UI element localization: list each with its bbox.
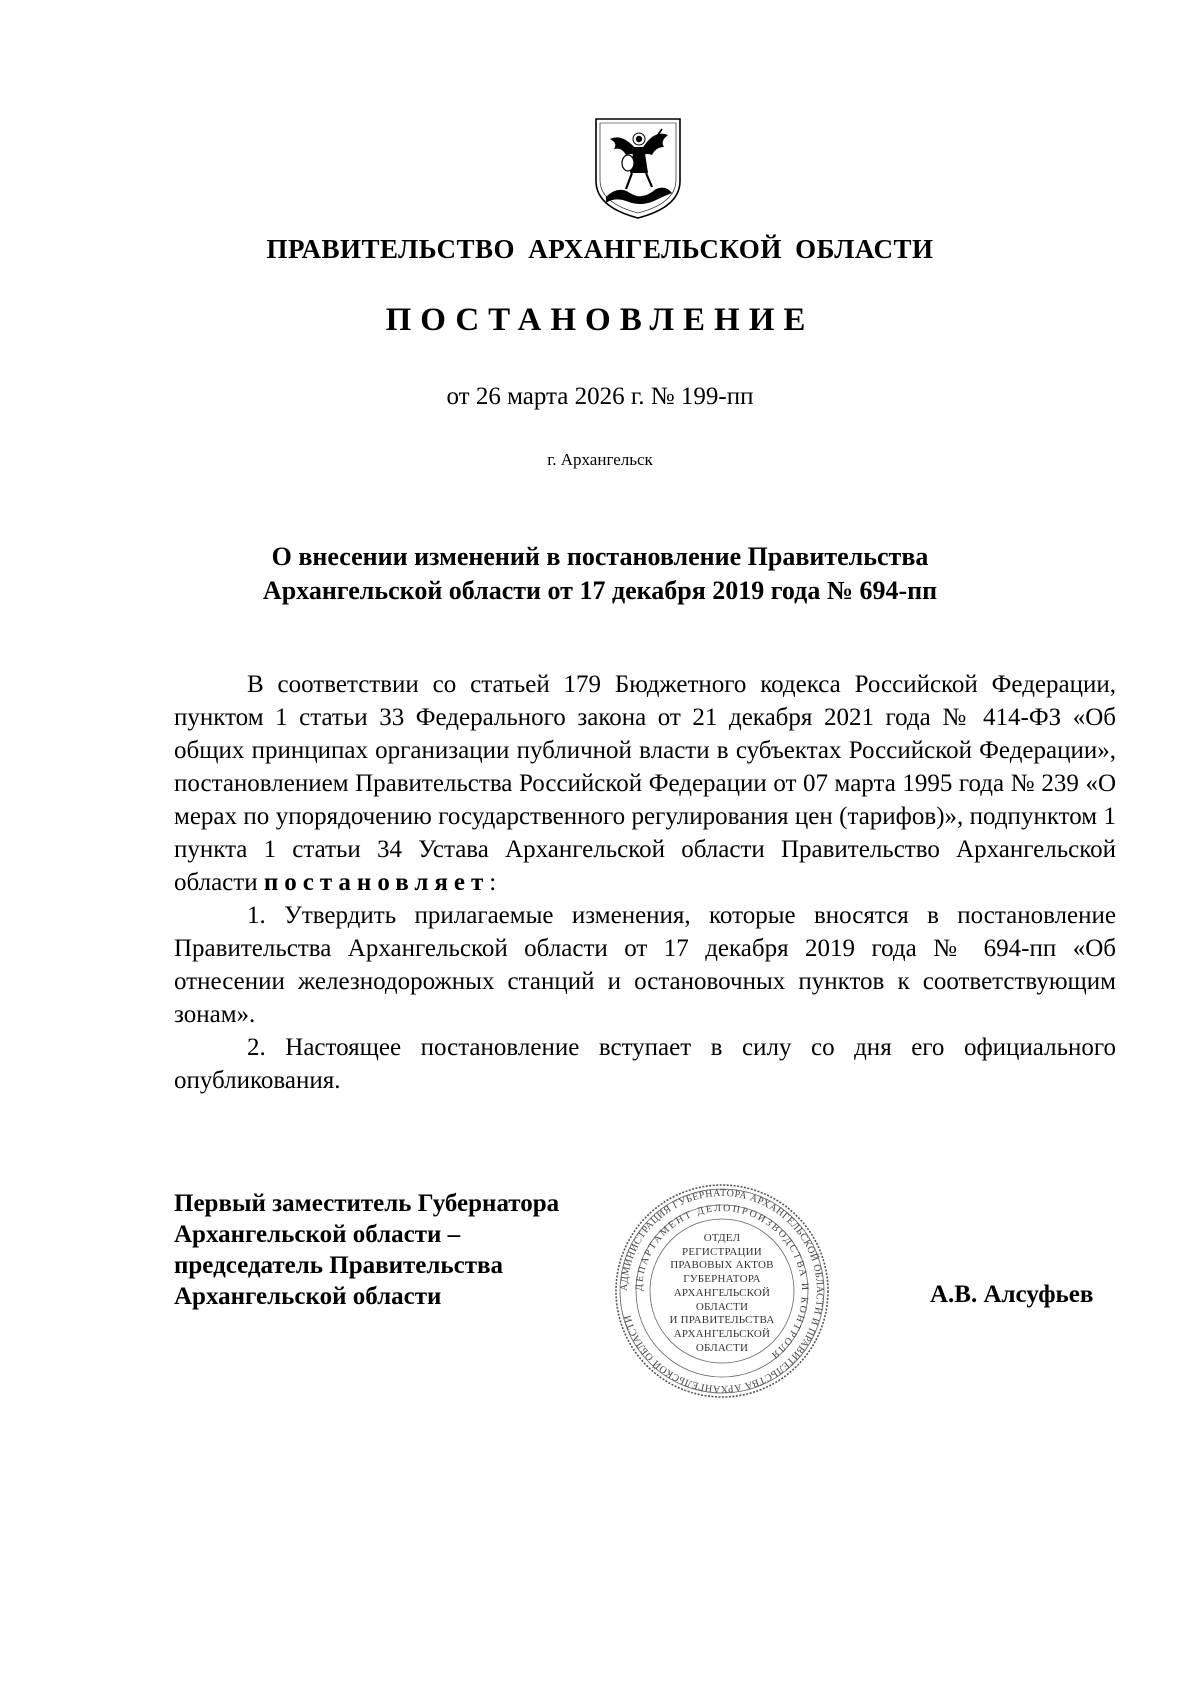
- signatory-name: А.В. Алсуфьев: [930, 1281, 1094, 1308]
- stamp-line: И ПРАВИТЕЛЬСТВА: [669, 1314, 775, 1327]
- stamp-line: РЕГИСТРАЦИИ: [682, 1245, 762, 1258]
- document-subject: [150, 540, 1050, 608]
- stamp-line: ОБЛАСТИ: [695, 1300, 749, 1313]
- document-type: ПОСТАНОВЛЕНИЕ: [385, 302, 815, 338]
- stamp-line: ОТДЕЛ: [703, 1232, 741, 1244]
- stamp-line: АРХАНГЕЛЬСКОЙ: [673, 1286, 771, 1299]
- stamp-line: ОБЛАСТИ: [695, 1341, 749, 1354]
- signatory-title-line: Архангельской области: [174, 1283, 442, 1310]
- organization-title: ПРАВИТЕЛЬСТВО АРХАНГЕЛЬСКОЙ ОБЛАСТИ: [266, 234, 934, 264]
- coat-of-arms-icon: [592, 115, 684, 221]
- stamp-line: АРХАНГЕЛЬСКОЙ: [673, 1327, 771, 1340]
- signatory-title-line: председатель Правительства: [174, 1252, 504, 1279]
- date-number: от 26 марта 2026 г. № 199-пп: [446, 383, 754, 410]
- stamp-line: ГУБЕРНАТОРА: [683, 1273, 761, 1286]
- subject-line-1: О внесении изменений в постановление Правительства: [271, 542, 929, 571]
- stamp-ring-inner: ДЕПАРТАМЕНТ ДЕЛОПРОИЗВОДСТВА И КОНТРОЛЯ: [633, 1202, 811, 1362]
- preamble-text: В соответствии со статьей 179 Бюджетного кодекса Российской Федерации, пунктом 1 статьи 33 Федерального закона от 21 декабря 2021 года № 414-ФЗ «Об общих принципах организации публичной власти в субъектах Российской Федерации», постановлением Правительства Российской Федерации от 07 марта 1995 года № 239 «О мерах по упорядочению государственного регулирования цен (тарифов)», подпунктом 1 пункта 1 статьи 34 Устава Архангельской области Правительство Архангельской области: [174, 671, 1116, 896]
- signatory-title: [174, 1188, 674, 1312]
- document-body: [174, 668, 1116, 1097]
- subject-line-2: Архангельской области от 17 декабря 2019 года № 694-пп: [262, 576, 938, 605]
- preamble-paragraph: [174, 668, 1116, 899]
- city: г. Архангельск: [547, 450, 653, 469]
- stamp-ring-outer: АДМИНИСТРАЦИЯ ГУБЕРНАТОРА АРХАНГЕЛЬСКОЙ ОБЛАСТИ И ПРАВИТЕЛЬСТВА АРХАНГЕЛЬСКОЙ ОБЛАСТИ: [618, 1187, 826, 1395]
- item-2: 2. Настоящее постановление вступает в силу со дня его официального опубликования.: [174, 1034, 1116, 1094]
- signatory-title-line: Первый заместитель Губернатора: [174, 1190, 560, 1217]
- stamp-line: ПРАВОВЫХ АКТОВ: [670, 1259, 774, 1272]
- decree-word: постановляет: [263, 869, 490, 896]
- signatory-title-line: Архангельской области –: [174, 1221, 461, 1248]
- item-1: 1. Утвердить прилагаемые изменения, которые вносятся в постановление Правительства Архангельской области от 17 декабря 2019 года № 694-пп «Об отнесении железнодорожных станций и остановочных пунктов к соответствующим зонам».: [174, 902, 1116, 1028]
- stamp-inner-text: [648, 1232, 796, 1355]
- decree-colon: :: [489, 869, 497, 896]
